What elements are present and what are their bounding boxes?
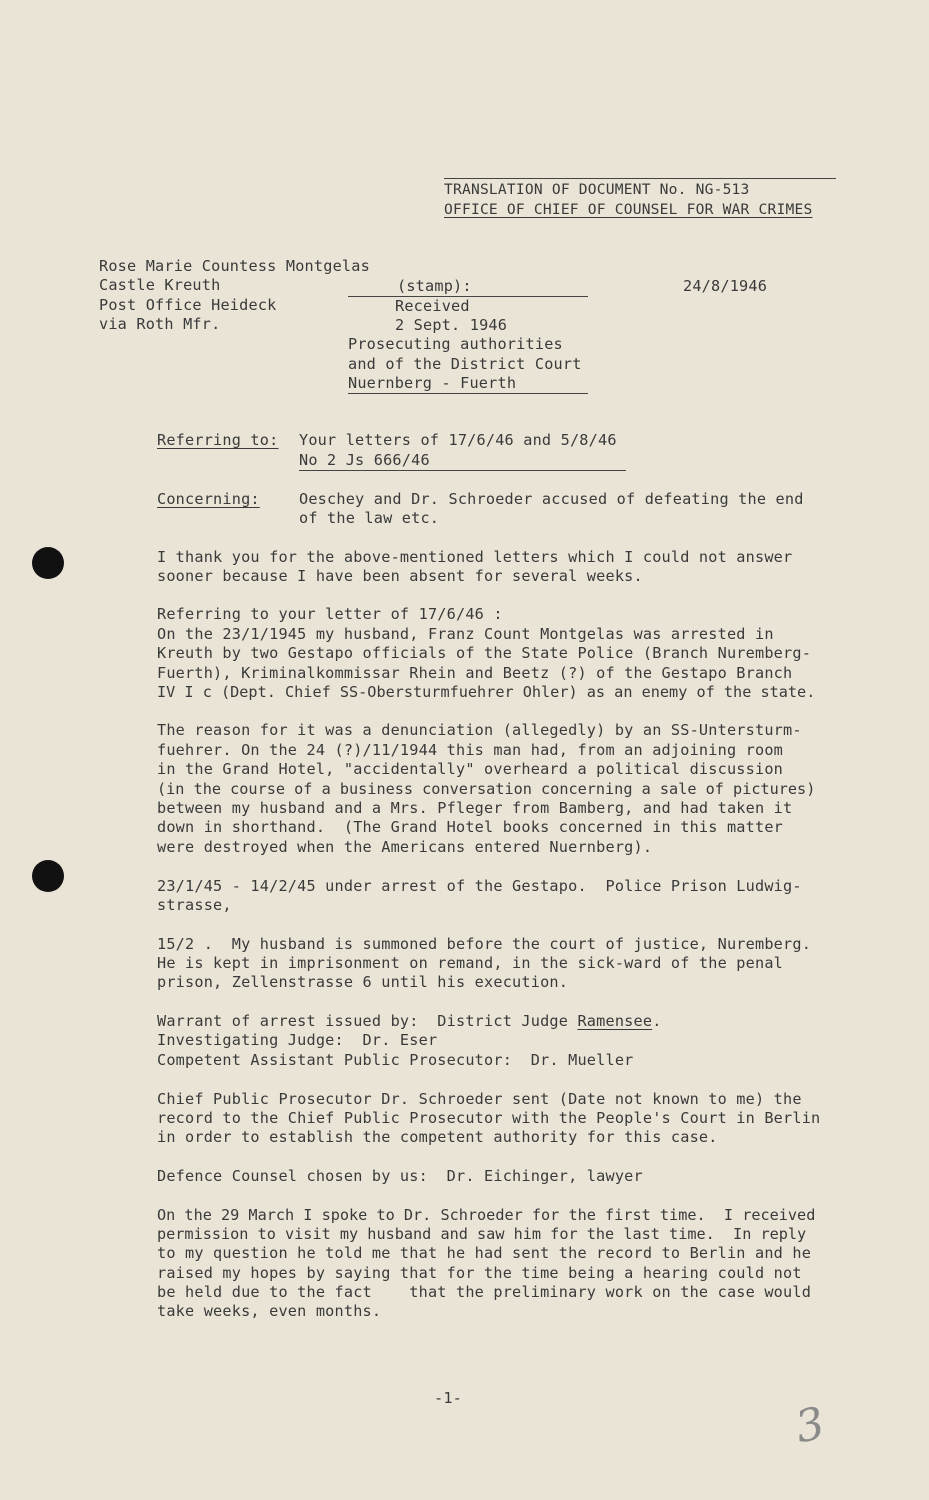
body-line: strasse, bbox=[157, 896, 232, 914]
header-title: TRANSLATION OF DOCUMENT No. NG-513 bbox=[444, 181, 750, 198]
page-number: -1- bbox=[434, 1389, 463, 1407]
stamp-line: Nuernberg - Fuerth bbox=[348, 374, 517, 392]
body-line: 23/1/45 - 14/2/45 under arrest of the Gestapo. Police Prison Ludwig- bbox=[157, 877, 802, 895]
concerning-line: of the law etc. bbox=[299, 509, 440, 527]
referring-line: Your letters of 17/6/46 and 5/8/46 bbox=[299, 431, 617, 449]
warrant-line: Competent Assistant Public Prosecutor: Dr. Mueller bbox=[157, 1051, 634, 1069]
body-line: prison, Zellenstrasse 6 until his execution. bbox=[157, 973, 569, 991]
referring-label: Referring to: bbox=[157, 431, 279, 449]
stamp-label: (stamp): bbox=[397, 277, 472, 295]
body-line: permission to visit my husband and saw him for the last time. In reply bbox=[157, 1225, 807, 1243]
body-line: He is kept in imprisonment on remand, in the sick-ward of the penal bbox=[157, 954, 784, 972]
stamp-line: and of the District Court bbox=[348, 355, 582, 373]
body-line: fuehrer. On the 24 (?)/11/1944 this man had, from an adjoining room bbox=[157, 741, 784, 759]
body-line: sooner because I have been absent for several weeks. bbox=[157, 567, 643, 585]
body-line: The reason for it was a denunciation (allegedly) by an SS-Untersturm- bbox=[157, 721, 802, 739]
body-line: raised my hopes by saying that for the time being a hearing could not bbox=[157, 1264, 802, 1282]
concerning-label: Concerning: bbox=[157, 490, 260, 508]
sender-line: via Roth Mfr. bbox=[99, 315, 221, 333]
body-line: Referring to your letter of 17/6/46 : bbox=[157, 605, 503, 623]
stamp-line: Prosecuting authorities bbox=[348, 335, 563, 353]
referring-line: No 2 Js 666/46 bbox=[299, 451, 430, 469]
sender-line: Post Office Heideck bbox=[99, 296, 277, 314]
header-rule bbox=[444, 178, 836, 179]
referring-rule bbox=[299, 470, 626, 471]
warrant-suffix: . bbox=[652, 1012, 662, 1030]
body-line: to my question he told me that he had sent the record to Berlin and he bbox=[157, 1244, 812, 1262]
warrant-line: Investigating Judge: Dr. Eser bbox=[157, 1031, 438, 1049]
body-line: (in the course of a business conversation concerning a sale of pictures) bbox=[157, 780, 816, 798]
sender-line: Castle Kreuth bbox=[99, 276, 221, 294]
body-line: Defence Counsel chosen by us: Dr. Eichinger, lawyer bbox=[157, 1167, 643, 1185]
stamp-line: Received bbox=[395, 297, 470, 315]
punch-hole-top bbox=[32, 547, 64, 579]
body-line: Kreuth by two Gestapo officials of the State Police (Branch Nuremberg- bbox=[157, 644, 812, 662]
body-line: Fuerth), Kriminalkommissar Rhein and Beetz (?) of the Gestapo Branch bbox=[157, 664, 793, 682]
punch-hole-bottom bbox=[32, 860, 64, 892]
stamp-line: 2 Sept. 1946 bbox=[395, 316, 508, 334]
body-line: down in shorthand. (The Grand Hotel books concerned in this matter bbox=[157, 818, 784, 836]
body-line: be held due to the fact that the preliminary work on the case would bbox=[157, 1283, 812, 1301]
header-office: OFFICE OF CHIEF OF COUNSEL FOR WAR CRIMES bbox=[444, 201, 813, 218]
concerning-line: Oeschey and Dr. Schroeder accused of defeating the end bbox=[299, 490, 804, 508]
body-line: in order to establish the competent authority for this case. bbox=[157, 1128, 718, 1146]
body-line: 15/2 . My husband is summoned before the court of justice, Nuremberg. bbox=[157, 935, 812, 953]
body-line: I thank you for the above-mentioned letters which I could not answer bbox=[157, 548, 793, 566]
body-line: Chief Public Prosecutor Dr. Schroeder sent (Date not known to me) the bbox=[157, 1090, 802, 1108]
warrant-line bbox=[157, 1012, 662, 1032]
body-line: IV I c (Dept. Chief SS-Obersturmfuehrer Ohler) as an enemy of the state. bbox=[157, 683, 816, 701]
sender-line: Rose Marie Countess Montgelas bbox=[99, 257, 370, 275]
body-line: record to the Chief Public Prosecutor with the People's Court in Berlin bbox=[157, 1109, 821, 1127]
body-line: in the Grand Hotel, "accidentally" overheard a political discussion bbox=[157, 760, 784, 778]
body-line: On the 23/1/1945 my husband, Franz Count Montgelas was arrested in bbox=[157, 625, 774, 643]
warrant-prefix: Warrant of arrest issued by: District Judge bbox=[157, 1012, 578, 1030]
body-line: between my husband and a Mrs. Pfleger from Bamberg, and had taken it bbox=[157, 799, 793, 817]
body-line: take weeks, even months. bbox=[157, 1302, 382, 1320]
stamp-bottom-rule bbox=[348, 393, 588, 394]
body-line: On the 29 March I spoke to Dr. Schroeder for the first time. I received bbox=[157, 1206, 816, 1224]
district-judge-name: Ramensee bbox=[577, 1012, 653, 1030]
body-line: were destroyed when the Americans entered Nuernberg). bbox=[157, 838, 653, 856]
letter-date: 24/8/1946 bbox=[683, 277, 768, 295]
pencil-annotation: 3 bbox=[791, 1397, 829, 1454]
